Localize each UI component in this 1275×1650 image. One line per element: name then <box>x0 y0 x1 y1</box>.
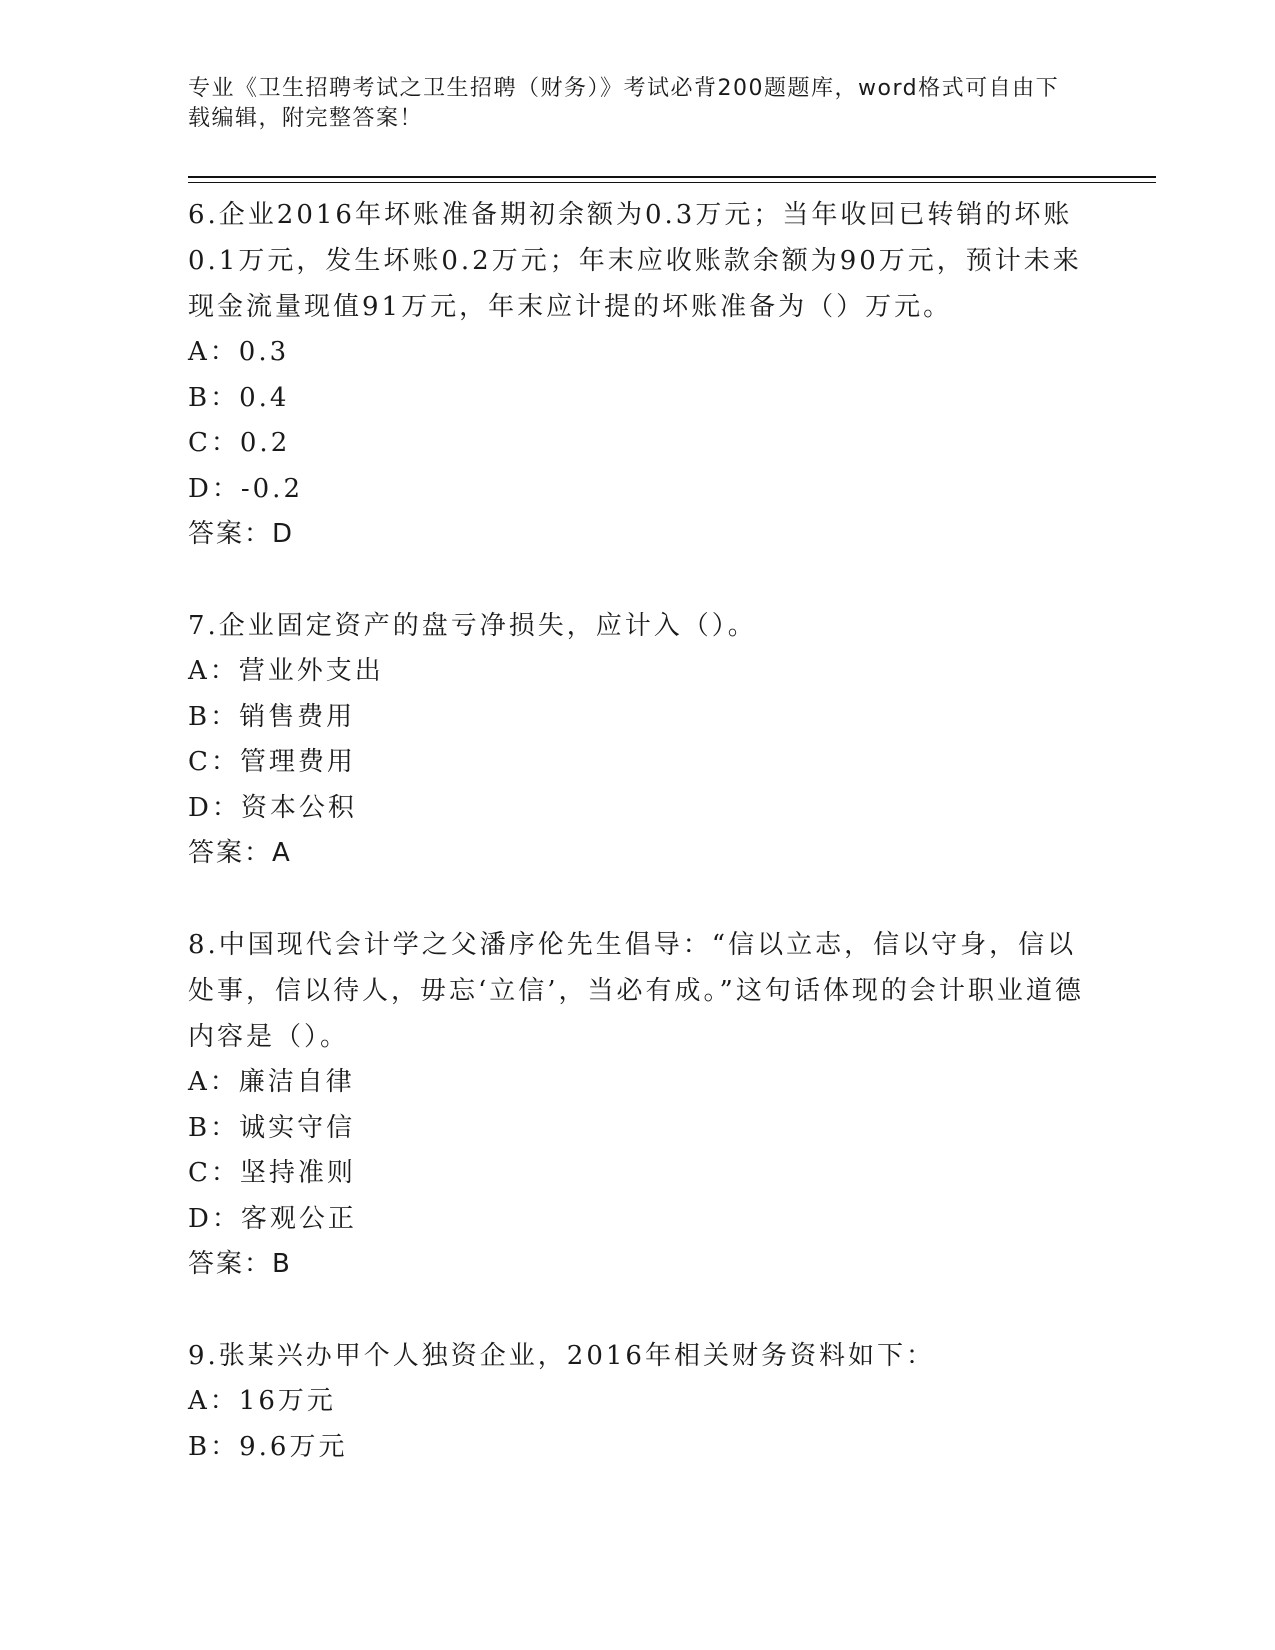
question-9 <box>188 1333 1088 1470</box>
question-stem: 8.中国现代会计学之父潘序伦先生倡导：“信以立志，信以守身，信以处事，信以待人，毋忘‘立信’，当必有成。”这句话体现的会计职业道德内容是（）。 <box>188 930 1084 1052</box>
option-d: D：客观公正 <box>188 1203 357 1234</box>
question-stem: 9.张某兴办甲个人独资企业，2016年相关财务资料如下： <box>188 1341 935 1371</box>
option-c: C：管理费用 <box>188 747 356 777</box>
question-6 <box>188 192 1088 558</box>
header-divider-thick <box>188 176 1156 178</box>
answer-line: 答案：D <box>188 519 295 549</box>
question-stem: 7.企业固定资产的盘亏净损失，应计入（）。 <box>188 611 757 641</box>
option-c: C：0.2 <box>188 428 291 458</box>
option-a: A：16万元 <box>188 1386 336 1416</box>
option-b: B：诚实守信 <box>188 1112 356 1143</box>
option-b: B：9.6万元 <box>188 1431 348 1462</box>
option-c: C：坚持准则 <box>188 1158 356 1188</box>
option-b: B：销售费用 <box>188 701 356 732</box>
option-d: D：-0.2 <box>188 473 303 504</box>
header-divider-thin <box>188 182 1156 183</box>
question-list <box>188 192 1088 1470</box>
document-header: 专业《卫生招聘考试之卫生招聘（财务）》考试必背200题题库，word格式可自由下载编辑，附完整答案！ <box>188 76 1060 131</box>
option-b: B：0.4 <box>188 382 290 413</box>
question-8 <box>188 922 1088 1288</box>
answer-line: 答案：A <box>188 838 292 868</box>
answer-line: 答案：B <box>188 1249 292 1279</box>
option-d: D：资本公积 <box>188 792 357 823</box>
option-a: A：廉洁自律 <box>188 1067 355 1097</box>
option-a: A：0.3 <box>188 337 290 367</box>
question-stem: 6.企业2016年坏账准备期初余额为0.3万元；当年收回已转销的坏账0.1万元，发生坏账0.2万元；年末应收账款余额为90万元，预计未来现金流量现值91万元，年末应计提的坏账准备为（）万元。 <box>188 200 1082 322</box>
option-a: A：营业外支出 <box>188 656 384 686</box>
question-7 <box>188 603 1088 877</box>
